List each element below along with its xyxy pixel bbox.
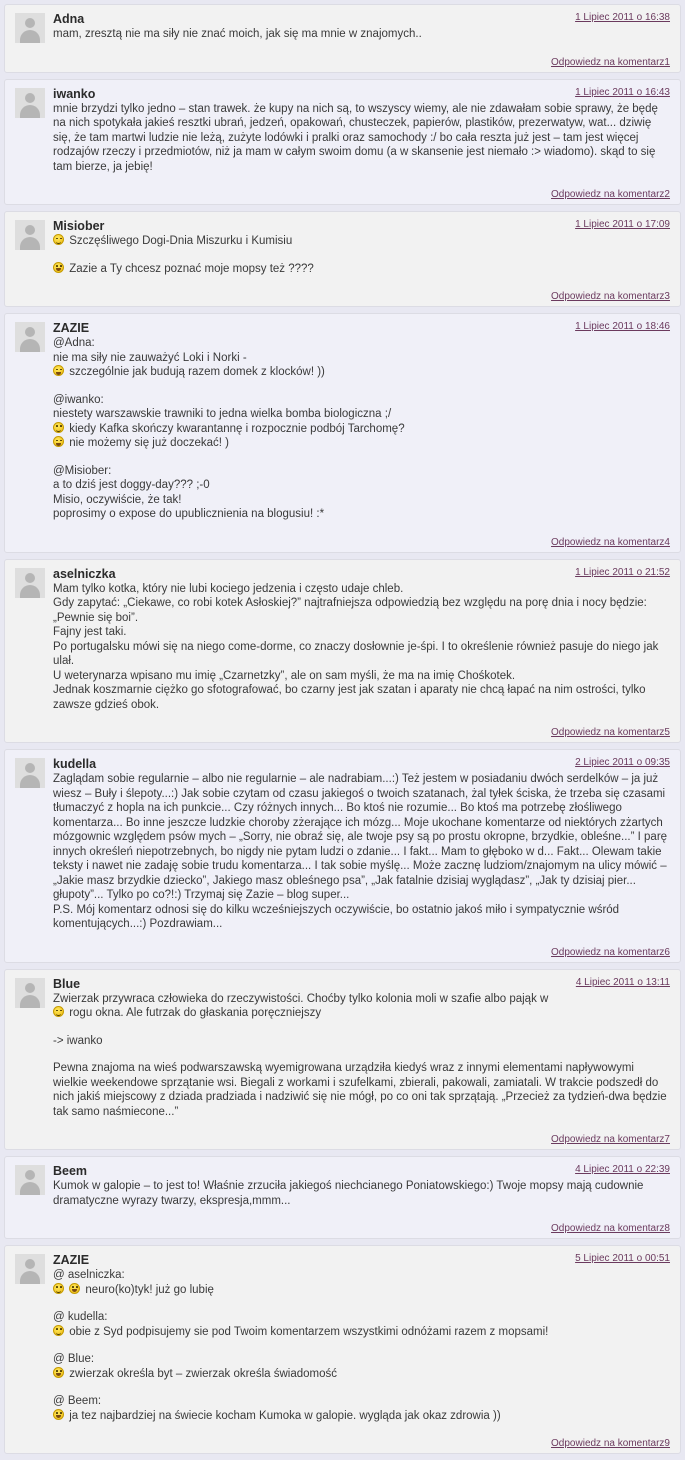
comment-text-line: P.S. Mój komentarz odnosi się do kilku wcześniejszych oczywiście, bo ostatnio jakoś miło i sympatycznie wśród komentujących...:) Pozdrawiam... [53,903,623,930]
comment-body [53,27,670,42]
comment-text-line: Kumok w galopie – to jest to! Właśnie zrzuciła jakiegoś niechcianego Poniatowskiego:) Twoje mopsy mają cudownie dramatyczne wyrazy twarzy, ekspresja,mmm... [53,1180,647,1207]
reply-row [53,188,670,200]
avatar-head [25,983,35,993]
comment-date-link[interactable]: 1 Lipiec 2011 o 16:43 [575,86,670,98]
reply-to-comment-link[interactable]: Odpowiedz na komentarz7 [551,1134,670,1145]
avatar-body [20,775,40,788]
comment-text-line: Mam tylko kotka, który nie lubi kociego jedzenia i często udaje chleb. [53,582,404,595]
comment-paragraph [53,1034,670,1049]
comment-text-line: kiedy Kafka skończy kwarantannę i rozpocznie podbój Tarchomę? [69,422,405,435]
comment-date-link[interactable]: 1 Lipiec 2011 o 16:38 [575,12,670,23]
comment-text-line: -> iwanko [53,1034,103,1047]
comment-text-line: nie ma siły nie zauważyć Loki i Norki - [53,351,247,364]
reply-to-comment-link[interactable]: Odpowiedz na komentarz8 [551,1223,670,1234]
reply-row [53,726,670,738]
avatar-head [25,327,35,337]
avatar [15,758,45,788]
reply-to-comment-link[interactable]: Odpowiedz na komentarz1 [551,56,670,68]
comment-author: Blue [53,976,81,991]
comment-text-line: rogu okna. Ale futrzak do głaskania poręczniejszy [69,1007,322,1019]
comment [4,79,681,206]
comment-text-line: @ Blue: [53,1353,95,1365]
avatar-body [20,105,40,118]
comment-date-link[interactable]: 5 Lipiec 2011 o 00:51 [575,1253,670,1264]
comment-text-line: obie z Syd podpisujemy sie pod Twoim komentarzem wszystkimi odnóżami razem z mopsami! [69,1325,549,1338]
comment-list [0,4,685,1454]
comment [4,313,681,553]
comment-inner [53,976,670,1146]
smiley-icon [53,436,64,447]
comment-body [53,992,670,1120]
smiley-icon [53,1367,64,1378]
comment-text-line: @ aselniczka: [53,1269,125,1281]
comment-body [53,772,670,932]
comment [4,211,681,307]
avatar [15,220,45,250]
avatar-body [20,1182,40,1195]
reply-row [53,1437,670,1449]
comment-body [53,102,670,175]
comment-text-line: Zwierzak przywraca człowieka do rzeczywistości. Choćby tylko kolonia moli w szafie albo pająk w [53,992,549,1005]
comment-author: iwanko [53,86,96,101]
comment-paragraph [53,336,670,380]
comment-date-link[interactable]: 1 Lipiec 2011 o 17:09 [575,219,670,230]
comment-paragraph [53,582,670,713]
reply-row [53,1222,670,1234]
avatar-head [25,93,35,103]
comment-paragraph [53,1179,670,1208]
smiley-icon [53,262,64,273]
comment-text-line: Pewna znajoma na wieś podwarszawską wyemigrowana urządziła kiedyś wraz z innymi elementami napływowymi wielkie weekendowe sprzątanie wsi. Biegali z workami i szufelkami, zbierali, pakowali, zamiatali. W trakcie podszedł do nich jakiś miejscowy z dziada pradziada i nadziwić się nie mógł, po co oni tak sprzątają. „Przecież za tydzień-dwa będzie tak samo naśmiecone...” [53,1062,670,1118]
comment-inner [53,218,670,302]
avatar-body [20,237,40,250]
avatar-head [25,225,35,235]
reply-row [53,536,670,548]
comment-header [53,976,670,992]
comment-text-line: Misio, oczywiście, że tak! [53,493,182,506]
smiley-icon [69,1283,80,1294]
comment-date-link[interactable]: 2 Lipiec 2011 o 09:35 [575,757,670,768]
reply-row [53,946,670,958]
comment-inner [53,566,670,739]
comment-header [53,1252,670,1268]
comment [4,969,681,1151]
comment-inner [53,756,670,958]
avatar-body [20,995,40,1008]
comment-text-line: niestety warszawskie trawniki to jedna wielka bomba biologiczna ;/ [53,408,392,420]
comment [4,4,681,73]
avatar [15,568,45,598]
reply-row [53,290,670,302]
comment-date-link[interactable]: 4 Lipiec 2011 o 22:39 [575,1164,670,1175]
comment-inner [53,86,670,201]
comment-date-link[interactable]: 1 Lipiec 2011 o 18:46 [575,321,670,332]
comment-paragraph [53,1268,670,1297]
avatar [15,978,45,1008]
comment [4,1245,681,1454]
comment-header [53,218,670,234]
smiley-icon [53,1283,64,1294]
comment-paragraph [53,1061,670,1119]
comment-paragraph [53,1394,670,1423]
comment-text-line: @ kudella: [53,1311,108,1323]
comment-text-line: @iwanko: [53,393,104,406]
avatar-head [25,1259,35,1269]
comment-text-line: Szczęśliwego Dogi-Dnia Miszurku i Kumisiu [69,235,293,247]
comment-body [53,582,670,713]
comment-author: aselniczka [53,566,116,581]
comment-author: Beem [53,1164,88,1178]
avatar-head [25,1170,35,1180]
comment-text-line: Po portugalsku mówi się na niego come-dorme, co znaczy dosłownie je-śpi. I to określenie również pasuje do niego jak ulał. [53,640,662,667]
smiley-icon [53,1409,64,1420]
comment-body [53,1268,670,1423]
comment-text-line: Zazie a Ty chcesz poznać moje mopsy też ???? [69,262,314,275]
smiley-icon [53,1006,64,1017]
comment [4,1156,681,1239]
comment-text-line: mam, zresztą nie ma siły nie znać moich, jak się ma mnie w znajomych.. [53,28,422,40]
avatar [15,322,45,352]
comment-inner [53,1163,670,1234]
comment [4,559,681,744]
avatar-body [20,30,40,43]
comment-date-link[interactable]: 4 Lipiec 2011 o 13:11 [575,976,670,988]
reply-to-comment-link[interactable]: Odpowiedz na komentarz6 [551,946,670,958]
comment-text-line: a to dziś jest doggy-day??? ;-0 [53,479,210,491]
comment-paragraph [53,772,670,932]
avatar [15,13,45,43]
comment-author: Adna [53,12,85,26]
comment-author: ZAZIE [53,1253,90,1267]
reply-to-comment-link[interactable]: Odpowiedz na komentarz4 [551,536,670,548]
comment-paragraph [53,393,670,451]
comment-text-line: nie możemy się już doczekać! ) [69,437,229,449]
comment-author: kudella [53,757,97,771]
comment-header [53,566,670,582]
comment-text-line: Jednak koszmarnie ciężko go sfotografować, bo czarny jest jak szatan i aparaty nie chcą łapać na nim ostrości, tylko zawsze gdzieś obok. [53,684,649,711]
avatar-head [25,18,35,28]
comment-text-line: ja tez najbardziej na świecie kocham Kumoka w galopie. wygląda jak okaz zdrowia )) [69,1409,501,1422]
avatar [15,1165,45,1195]
comment-paragraph [53,262,670,277]
comment-paragraph [53,27,670,42]
comment-text-line: neuro(ko)tyk! już go lubię [85,1283,214,1296]
comment-paragraph [53,464,670,522]
comment-author: ZAZIE [53,321,90,335]
reply-to-comment-link[interactable]: Odpowiedz na komentarz5 [551,727,670,738]
comment-header [53,11,670,27]
comment-author: Misiober [53,219,105,233]
comment-text-line: @Misiober: [53,464,112,477]
comment-text-line: poprosimy o expose do upublicznienia na blogusiu! :* [53,508,325,520]
comment-header [53,756,670,772]
comment-text-line: @ Beem: [53,1395,102,1407]
avatar-body [20,585,40,598]
comment-inner [53,320,670,548]
avatar-body [20,1271,40,1284]
avatar [15,1254,45,1284]
reply-to-comment-link[interactable]: Odpowiedz na komentarz9 [551,1438,670,1449]
comment-date-link[interactable]: 1 Lipiec 2011 o 21:52 [575,566,670,578]
comment-header [53,86,670,102]
avatar-head [25,763,35,773]
comment-header [53,1163,670,1179]
smiley-icon [53,1325,64,1336]
reply-row [53,1133,670,1145]
smiley-icon [53,365,64,376]
comment-text-line: Gdy zapytać: „Ciekawe, co robi kotek Asłoskiej?” najtrafniejsza odpowiedzią bez względu na porę dnia i nocy będzie: „Pewnie się boi”. [53,597,651,624]
avatar-head [25,573,35,583]
comment-text-line: Zaglądam sobie regularnie – albo nie regularnie – ale nadrabiam...:) Też jestem w posiadaniu dwóch serdelków – ja już wiesz – Buły i ślepoty...:) Jak sobie czytam od czasu jakiegoś o twoich szatanach, żal tyłek ściska, że trzeba się czasami tłumaczyć z hopla na ich punkcie... Czy różnych innych... Bo ktoś nie rozumie... Bo ktoś ma potrzebę złośliwego komentarza... Bo inne jeszcze ludzkie choroby zżerające ich mózg... Moje ukochane komentarze od niektórych zżartych mózgownic względem psów mych – „Sorry, nie obraź się, ale twoje psy są po prostu okropne, brzydkie, obleśne...” I parę innych określeń niepotrzebnych, bo nigdy nie pytam ludzi o zdanie... I fakt... Mam to głęboko w d... Fakt... Olewam takie teksty i nawet nie zadaję sobie trudu komentarza... I tak sobie myślę... Może zacznę ludziom/znajomym na ulicy mówić – „Jakie masz brzydkie dziecko”, Jakiego masz obleśnego psa”, „Jak fatalnie dzisiaj wyglądasz”, „Jak ty dzisiaj pier... głupoty”... Tylko po co?!:) Trzymaj się Zazie – blog super... [53,773,670,901]
comment-paragraph [53,102,670,175]
avatar-body [20,339,40,352]
comment-inner [53,11,670,68]
comment-text-line: U weterynarza wpisano mu imię „Czarnetzky”, ale on sam myśli, że ma na imię Chośkotek. [53,669,516,682]
comment-text-line: zwierzak określa byt – zwierzak określa świadomość [69,1367,337,1380]
reply-to-comment-link[interactable]: Odpowiedz na komentarz3 [551,291,670,302]
smiley-icon [53,422,64,433]
smiley-icon [53,234,64,245]
comment-text-line: szczególnie jak budują razem domek z klocków! )) [69,366,325,378]
comment-text-line: @Adna: [53,337,95,349]
comment-header [53,320,670,336]
comment-paragraph [53,1310,670,1339]
comment-paragraph [53,992,670,1021]
comment-paragraph [53,1352,670,1381]
comment-text-line: mnie brzydzi tylko jedno – stan trawek. że kupy na nich są, to wszyscy wiemy, ale nie zdawałam sobie sprawy, że będę na nich spotykała jakieś resztki ubrań, jedzeń, opakowań, chusteczek, papierów, plastików, prezerwatyw, wat... dziwię się, że tam martwi ludzie nie leżą, zużyte lodówki i pralki oraz samochody :/ bo cała reszta już jest – tam jest więcej rodzajów rzeczy i przedmiotów, niż ja mam w całym swoim domu (a w skansenie jest niemało :> wiadomo). skąd to się tam bierze, ja jebię! [53,102,662,173]
comment-body [53,1179,670,1208]
comment-body [53,234,670,276]
comment-inner [53,1252,670,1449]
reply-to-comment-link[interactable]: Odpowiedz na komentarz2 [551,189,670,200]
reply-row [53,56,670,68]
comment-text-line: Fajny jest taki. [53,626,127,638]
comment-body [53,336,670,522]
comment-paragraph [53,234,670,249]
comment [4,749,681,963]
avatar [15,88,45,118]
